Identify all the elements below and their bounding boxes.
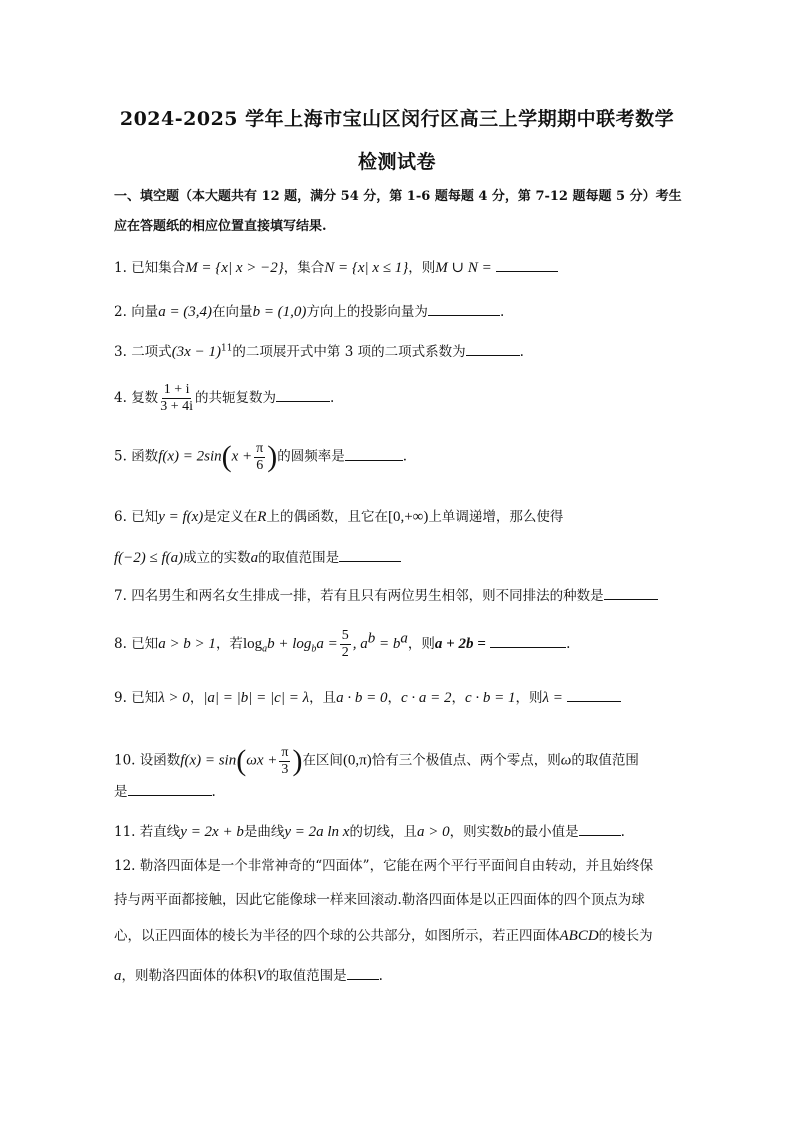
exam-title-line2: 检测试卷 [357,151,436,173]
question-12-line4: a，则勒洛四面体的体积V的取值范围是 . [114,968,383,984]
answer-blank[interactable] [339,549,401,562]
answer-blank[interactable] [428,303,500,316]
question-5: 5. 函数f(x) = 2sin(x + $\frac{\pi}{6}$ )的圆频率是 . [114,440,408,473]
exam-title-line1: 2024-2025 学年上海市宝山区闵行区高三上学期期中联考数学 [119,108,675,130]
question-4: 4. 复数 $\frac{1 + i}{3 + 4i}$ 的共轭复数为 . [114,382,335,414]
answer-blank[interactable] [347,967,379,980]
question-12: 12. 勒洛四面体是一个非常神奇的“四面体”，它能在两个平行平面间自由转动，并且始终保 [114,858,654,874]
fraction: $\frac{1 + i}{3 + 4i}$ [160,382,193,414]
answer-blank[interactable] [128,783,212,796]
answer-blank[interactable] [490,635,566,648]
question-6: 6. 已知y = f(x)是定义在R上的偶函数，且它在[0,+∞)上单调递增，那么使得 [114,509,564,525]
answer-blank[interactable] [345,448,403,461]
fraction: $\frac{\pi}{6}$ [256,440,264,473]
fraction: $\frac{5}{2}$ [341,628,349,660]
question-12-line2: 持与两平面都接触，因此它能像球一样来回滚动.勒洛四面体是以正四面体的四个顶点为球 [114,892,645,908]
question-12-line3: 心，以正四面体的棱长为半径的四个球的公共部分，如图所示，若正四面体ABCD的棱长为 [114,928,653,944]
question-10: 10. 设函数f(x) = sin(ωx + $\frac{\pi}{3}$ )在区间(0,π)恰有三个极值点、两个零点，则ω的取值范围 [114,744,639,777]
answer-blank[interactable] [276,389,330,402]
answer-blank[interactable] [466,343,520,356]
answer-blank[interactable] [604,587,658,600]
fraction: $\frac{\pi}{3}$ [281,744,289,777]
question-6-line2: f(−2) ≤ f(a)成立的实数a的取值范围是 [114,546,694,567]
question-7: 7. 四名男生和两名女生排成一排，若有且只有两位男生相邻，则不同排法的种数是 [114,584,694,604]
question-8: 8. 已知a > b > 1，若$\log_ab + \log_ba$ = $\frac{5}{2}$ , $a^b = b^a$，则a + 2b = . [114,628,571,660]
question-10-line2: 是 . [114,784,216,800]
answer-blank[interactable] [579,823,621,836]
answer-blank[interactable] [496,259,558,272]
question-1: 1. 已知集合M = {x| x > −2}，集合N = {x| x ≤ 1}，则M ∪ N = [114,256,694,277]
question-2: 2. 向量a = (3,4)在向量b = (1,0)方向上的投影向量为 . [114,304,505,320]
answer-blank[interactable] [567,689,621,702]
question-9: 9. 已知λ > 0，|a| = |b| = |c| = λ，且a · b = 0，c · a = 2，c · b = 1，则λ = [114,686,694,707]
question-11: 11. 若直线y = 2x + b是曲线y = 2a ln x的切线，且a > 0，则实数b的最小值是 . [114,824,625,840]
section-heading: 一、填空题（本大题共有 12 题，满分 54 分，第 1-6 题每题 4 分，第 7-12 题每题 5 分）考生应在答题纸的相应位置直接填写结果. [114,189,682,234]
question-3: 3. 二项式$(3x - 1)^{11}$的二项展开式中第 3 项的二项式系数为 . [114,343,524,360]
